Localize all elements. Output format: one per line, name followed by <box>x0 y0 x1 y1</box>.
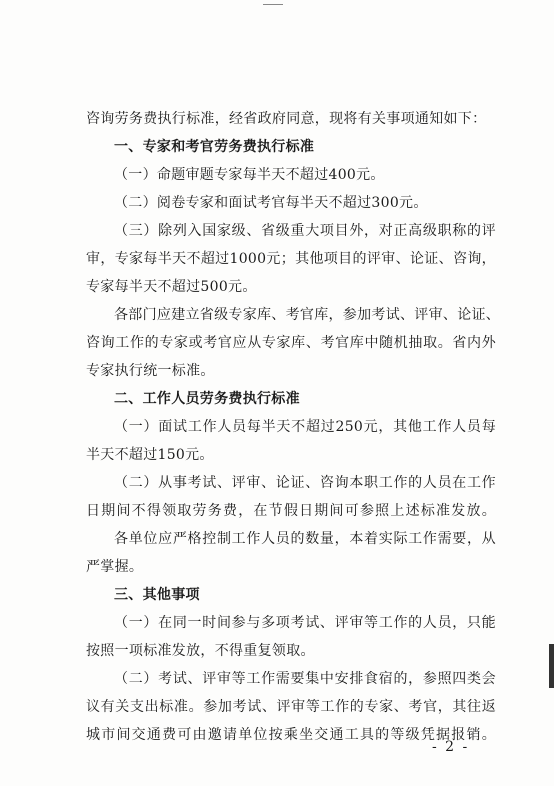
paragraph-line: 专家执行统一标准。 <box>86 363 215 379</box>
paragraph-line: 各单位应严格控制工作人员的数量，本着实际工作需要，从 <box>114 531 496 547</box>
paragraph-line: （一）命题审题专家每半天不超过400元。 <box>114 167 385 183</box>
page-number: - 2 - <box>432 739 470 755</box>
document-body <box>86 105 501 749</box>
paragraph-line: （二）考试、评审等工作需要集中安排食宿的，参照四类会 <box>114 671 496 687</box>
paragraph-line: 半天不超过150元。 <box>86 447 214 463</box>
section-heading-1: 一、专家和考官劳务费执行标准 <box>114 139 315 155</box>
paragraph-line: （一）在同一时间参与多项考试、评审等工作的人员，只能 <box>114 615 496 631</box>
paragraph-line: 审，专家每半天不超过1000元；其他项目的评审、论证、咨询， <box>86 251 496 267</box>
paragraph-line: 各部门应建立省级专家库、考官库，参加考试、评审、论证、 <box>114 307 501 323</box>
paragraph-line: 咨询工作的专家或考官应从专家库、考官库中随机抽取。省内外 <box>86 335 496 351</box>
paragraph-line: （一）面试工作人员每半天不超过250元，其他工作人员每 <box>114 419 496 435</box>
paragraph-line: 议有关支出标准。参加考试、评审等工作的专家、考官，其往返 <box>86 699 496 715</box>
paragraph-line: 日期间不得领取劳务费，在节假日期间可参照上述标准发放。 <box>86 503 496 519</box>
paragraph-line: 城市间交通费可由邀请单位按乘坐交通工具的等级凭据报销。 <box>86 727 496 743</box>
binding-edge-mark <box>549 644 554 688</box>
paragraph-line: （二）阅卷专家和面试考官每半天不超过300元。 <box>114 195 428 211</box>
paragraph-line: （二）从事考试、评审、论证、咨询本职工作的人员在工作 <box>114 475 496 491</box>
paragraph-line: 专家每半天不超过500元。 <box>86 279 257 295</box>
top-edge-mark <box>263 0 283 5</box>
paragraph-line: （三）除列入国家级、省级重大项目外，对正高级职称的评 <box>114 223 496 239</box>
section-heading-3: 三、其他事项 <box>114 587 200 603</box>
paragraph-line: 咨询劳务费执行标准，经省政府同意，现将有关事项通知如下： <box>86 111 487 127</box>
paragraph-line: 严掌握。 <box>86 559 144 575</box>
section-heading-2: 二、工作人员劳务费执行标准 <box>114 391 300 407</box>
paragraph-line: 按照一项标准发放，不得重复领取。 <box>86 643 315 659</box>
